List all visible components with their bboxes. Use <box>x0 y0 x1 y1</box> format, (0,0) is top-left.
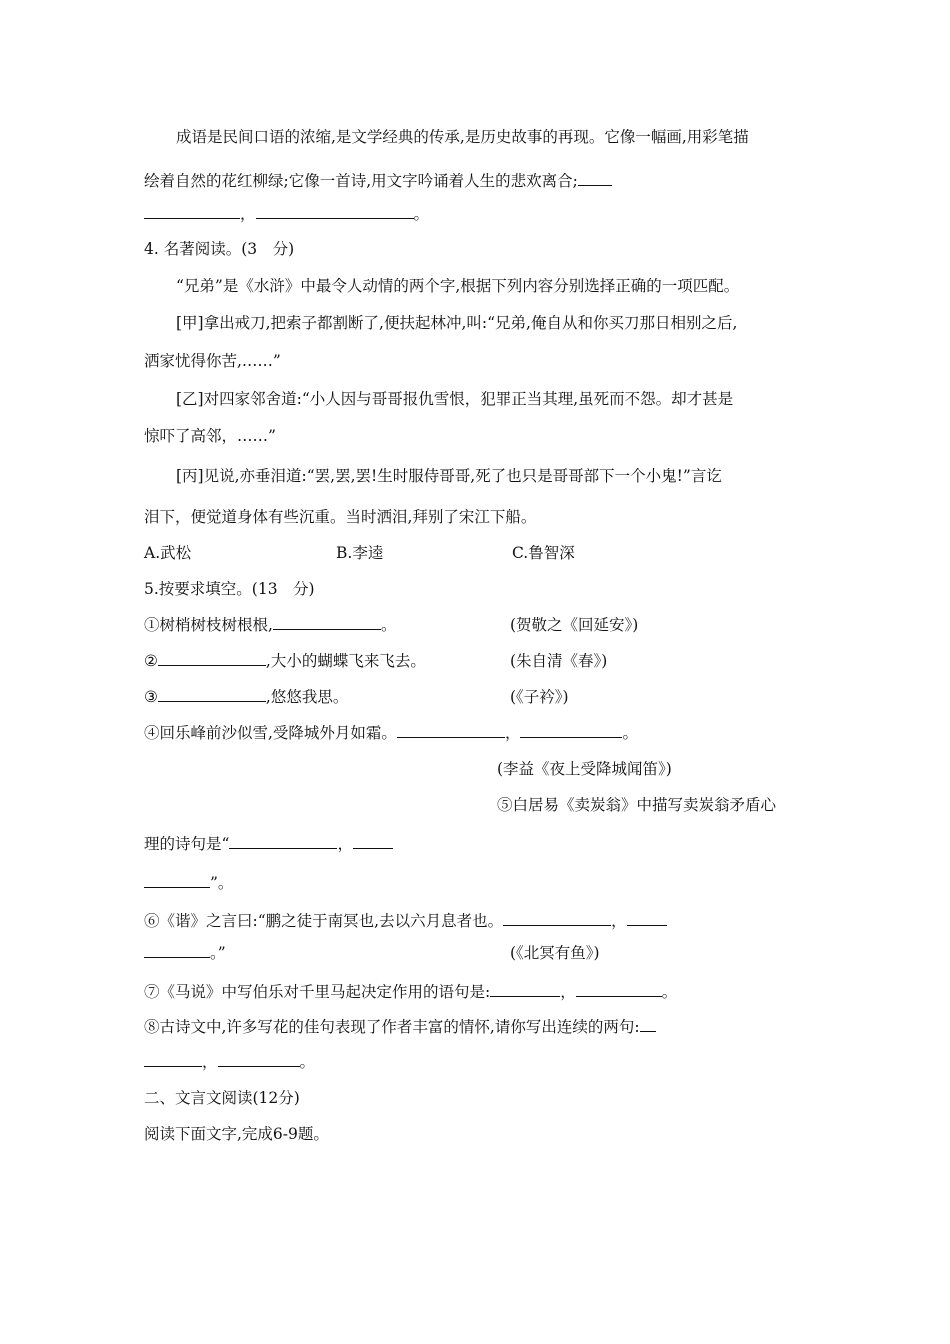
q5-item-5: ⑤白居易《卖炭翁》中描写卖炭翁矛盾心 <box>497 796 777 814</box>
q5-item-2: ② ,大小的蝴蝶飞来飞去。 <box>144 652 426 670</box>
q4-bing-line-2: 泪下，便觉道身体有些沉重。当时洒泪,拜别了宋江下船。 <box>144 508 537 526</box>
q5-item-1-source: (贺敬之《回延安》) <box>510 616 639 634</box>
q5-item-6-line-2: 。” <box>144 942 226 964</box>
q4-jia-line-2: 洒家忧得你苦,……” <box>144 352 281 370</box>
q5-title: 5.按要求填空。(13 分) <box>144 580 315 598</box>
answer-blank[interactable] <box>640 1016 656 1032</box>
q4-prompt: “兄弟”是《水浒》中最令人动情的两个字,根据下列内容分别选择正确的一项匹配。 <box>176 277 740 295</box>
intro-line-2: 绘着自然的花红柳绿;它像一首诗,用文字吟诵着人生的悲欢离合; <box>144 170 612 192</box>
answer-blank[interactable] <box>273 614 381 630</box>
answer-blank[interactable] <box>353 833 393 849</box>
q5-item-3-source: (《子衿》) <box>510 688 569 706</box>
answer-blank[interactable] <box>218 1051 300 1067</box>
q5-item-6: ⑥《谐》之言曰:“鹏之徒于南冥也,去以六月息者也。 ， <box>144 910 667 932</box>
intro-line-1: 成语是民间口语的浓缩,是文学经典的传承,是历史故事的再现。它像一幅画,用彩笔描 <box>176 128 749 146</box>
q5-item-8-line-2: ， 。 <box>144 1051 315 1073</box>
answer-blank[interactable] <box>256 203 414 219</box>
answer-blank[interactable] <box>627 910 667 926</box>
answer-blank[interactable] <box>503 910 611 926</box>
q4-option-b[interactable]: B.李逵 <box>336 544 384 562</box>
q4-jia-line-1: [甲]拿出戒刀,把索子都割断了,便扶起林冲,叫:“兄弟,俺自从和你买刀那日相别之后, <box>176 314 738 332</box>
q5-item-2-source: (朱自清《春》) <box>510 652 608 670</box>
q5-item-4-source: (李益《夜上受降城闻笛》) <box>497 760 672 778</box>
q5-item-6-source: (《北冥有鱼》) <box>510 944 600 962</box>
answer-blank[interactable] <box>578 170 612 186</box>
q5-item-3: ③ ,悠悠我思。 <box>144 688 349 706</box>
answer-blank[interactable] <box>158 686 266 702</box>
q4-title: 4. 名著阅读。(3 分) <box>144 240 295 258</box>
answer-blank[interactable] <box>520 722 622 738</box>
q4-yi-line-2: 惊吓了高邻，……” <box>144 427 276 445</box>
answer-blank[interactable] <box>576 981 662 997</box>
answer-blank[interactable] <box>144 942 210 958</box>
q5-item-5-line-2: 理的诗句是“ ， <box>144 833 393 855</box>
q5-item-7: ⑦《马说》中写伯乐对千里马起决定作用的语句是: ， 。 <box>144 983 678 1001</box>
section2-title: 二、文言文阅读(12分) <box>144 1089 300 1107</box>
q4-yi-line-1: [乙]对四家邻舍道:“小人因与哥哥报仇雪恨，犯罪正当其理,虽死而不怨。却才甚是 <box>176 390 734 408</box>
q4-bing-line-1: [丙]见说,亦垂泪道:“罢,罢,罢!生时服侍哥哥,死了也只是哥哥部下一个小鬼!”言讫 <box>176 467 722 485</box>
section2-instruction: 阅读下面文字,完成6-9题。 <box>144 1125 329 1143</box>
answer-blank[interactable] <box>490 981 560 997</box>
answer-blank[interactable] <box>397 722 505 738</box>
answer-blank[interactable] <box>229 833 337 849</box>
answer-blank[interactable] <box>158 650 266 666</box>
answer-blank[interactable] <box>144 1051 202 1067</box>
q4-option-a[interactable]: A.武松 <box>144 544 192 562</box>
answer-blank[interactable] <box>144 872 210 888</box>
q5-item-5-line-3: ”。 <box>144 872 233 894</box>
q5-item-8: ⑧古诗文中,许多写花的佳句表现了作者丰富的情怀,请你写出连续的两句: <box>144 1016 656 1038</box>
q5-item-4: ④回乐峰前沙似雪,受降城外月如霜。 ， 。 <box>144 724 638 742</box>
q5-item-1: ①树梢树枝树根根, 。 <box>144 616 397 634</box>
q4-option-c[interactable]: C.鲁智深 <box>512 544 575 562</box>
answer-blank[interactable] <box>144 203 240 219</box>
intro-line-3: ， 。 <box>144 203 429 225</box>
